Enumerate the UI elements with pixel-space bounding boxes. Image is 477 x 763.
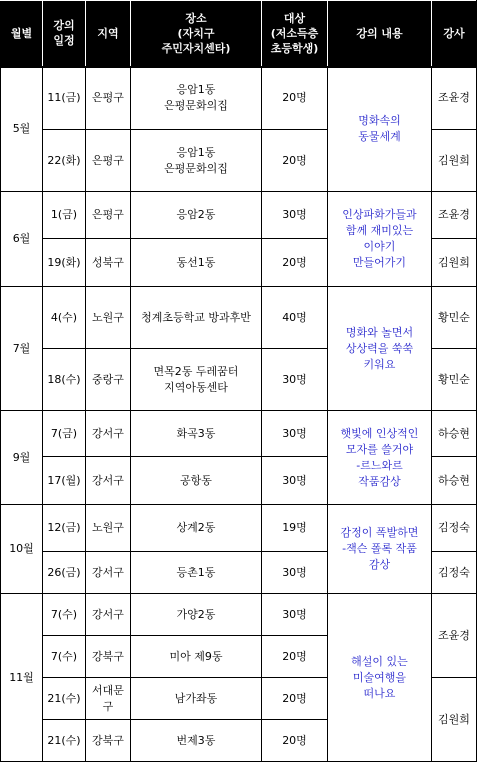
lecturer-cell: 김정숙 [432, 552, 477, 594]
header-region: 지역 [86, 1, 131, 67]
date-cell: 26(금) [43, 552, 86, 594]
date-cell: 1(금) [43, 192, 86, 239]
lecturer-cell: 김정숙 [432, 505, 477, 552]
month-cell: 7월 [1, 287, 43, 411]
header-content: 강의 내용 [328, 1, 432, 67]
region-cell: 노원구 [86, 287, 131, 349]
lecturer-cell: 하승현 [432, 457, 477, 505]
header-month: 월별 [1, 1, 43, 67]
target-cell: 20명 [262, 130, 328, 192]
target-cell: 30명 [262, 552, 328, 594]
header-row [1, 1, 477, 67]
table-row [1, 505, 477, 552]
place-cell: 미아 제9동 [131, 636, 262, 678]
date-cell: 21(수) [43, 720, 86, 762]
target-cell: 20명 [262, 239, 328, 287]
lecturer-cell: 황민순 [432, 349, 477, 411]
lecturer-cell: 조윤경 [432, 594, 477, 678]
target-cell: 20명 [262, 678, 328, 720]
header-target: 대상 (저소득층 초등학생) [262, 1, 328, 67]
lecturer-cell: 김원희 [432, 239, 477, 287]
target-cell: 19명 [262, 505, 328, 552]
table-row [1, 192, 477, 239]
target-cell: 30명 [262, 349, 328, 411]
target-cell: 30명 [262, 192, 328, 239]
target-cell: 40명 [262, 287, 328, 349]
date-cell: 17(월) [43, 457, 86, 505]
date-cell: 11(금) [43, 67, 86, 130]
month-cell: 9월 [1, 411, 43, 505]
region-cell: 은평구 [86, 192, 131, 239]
date-cell: 21(수) [43, 678, 86, 720]
lecturer-cell: 황민순 [432, 287, 477, 349]
region-cell: 강서구 [86, 411, 131, 457]
target-cell: 20명 [262, 636, 328, 678]
lecturer-cell: 하승현 [432, 411, 477, 457]
place-cell: 남가좌동 [131, 678, 262, 720]
region-cell: 중랑구 [86, 349, 131, 411]
place-cell: 화곡3동 [131, 411, 262, 457]
table-row [1, 594, 477, 636]
place-cell: 응암1동 은평문화의집 [131, 130, 262, 192]
place-cell: 공항동 [131, 457, 262, 505]
region-cell: 강서구 [86, 594, 131, 636]
lecturer-cell: 김원희 [432, 678, 477, 762]
region-cell: 성북구 [86, 239, 131, 287]
target-cell: 30명 [262, 411, 328, 457]
place-cell: 청계초등학교 방과후반 [131, 287, 262, 349]
lecturer-cell: 김원희 [432, 130, 477, 192]
region-cell: 강북구 [86, 636, 131, 678]
region-cell: 서대문 구 [86, 678, 131, 720]
place-cell: 동선1동 [131, 239, 262, 287]
header-date: 강의 일정 [43, 1, 86, 67]
content-cell: 햇빛에 인상적인 모자를 쓸거야 -르느와르 작품감상 [328, 411, 432, 505]
header-lecturer: 강사 [432, 1, 477, 67]
content-cell: 인상파화가들과 함께 재미있는 이야기 만들어가기 [328, 192, 432, 287]
region-cell: 강서구 [86, 552, 131, 594]
month-cell: 10월 [1, 505, 43, 594]
lecturer-cell: 조윤경 [432, 67, 477, 130]
header-place: 장소 (자치구 주민자치센타) [131, 1, 262, 67]
place-cell: 응암2동 [131, 192, 262, 239]
place-cell: 응암1동 은평문화의집 [131, 67, 262, 130]
content-cell: 명화와 놀면서 상상력을 쑥쑥 키워요 [328, 287, 432, 411]
date-cell: 7(금) [43, 411, 86, 457]
date-cell: 4(수) [43, 287, 86, 349]
month-cell: 5월 [1, 67, 43, 192]
place-cell: 면목2동 두레꿈터 지역아동센타 [131, 349, 262, 411]
table-row [1, 287, 477, 349]
place-cell: 등촌1동 [131, 552, 262, 594]
target-cell: 30명 [262, 594, 328, 636]
target-cell: 20명 [262, 67, 328, 130]
date-cell: 12(금) [43, 505, 86, 552]
region-cell: 강북구 [86, 720, 131, 762]
content-cell: 감정이 폭발하면 -잭슨 폴록 작품 감상 [328, 505, 432, 594]
place-cell: 번제3동 [131, 720, 262, 762]
month-cell: 11월 [1, 594, 43, 762]
target-cell: 30명 [262, 457, 328, 505]
target-cell: 20명 [262, 720, 328, 762]
content-cell: 명화속의 동물세계 [328, 67, 432, 192]
lecturer-cell: 조윤경 [432, 192, 477, 239]
region-cell: 은평구 [86, 67, 131, 130]
month-cell: 6월 [1, 192, 43, 287]
date-cell: 18(수) [43, 349, 86, 411]
region-cell: 강서구 [86, 457, 131, 505]
content-cell: 해설이 있는 미술여행을 떠나요 [328, 594, 432, 762]
date-cell: 22(화) [43, 130, 86, 192]
place-cell: 가양2동 [131, 594, 262, 636]
date-cell: 7(수) [43, 594, 86, 636]
place-cell: 상계2동 [131, 505, 262, 552]
table-row [1, 411, 477, 457]
region-cell: 은평구 [86, 130, 131, 192]
date-cell: 7(수) [43, 636, 86, 678]
region-cell: 노원구 [86, 505, 131, 552]
date-cell: 19(화) [43, 239, 86, 287]
table-row [1, 67, 477, 130]
